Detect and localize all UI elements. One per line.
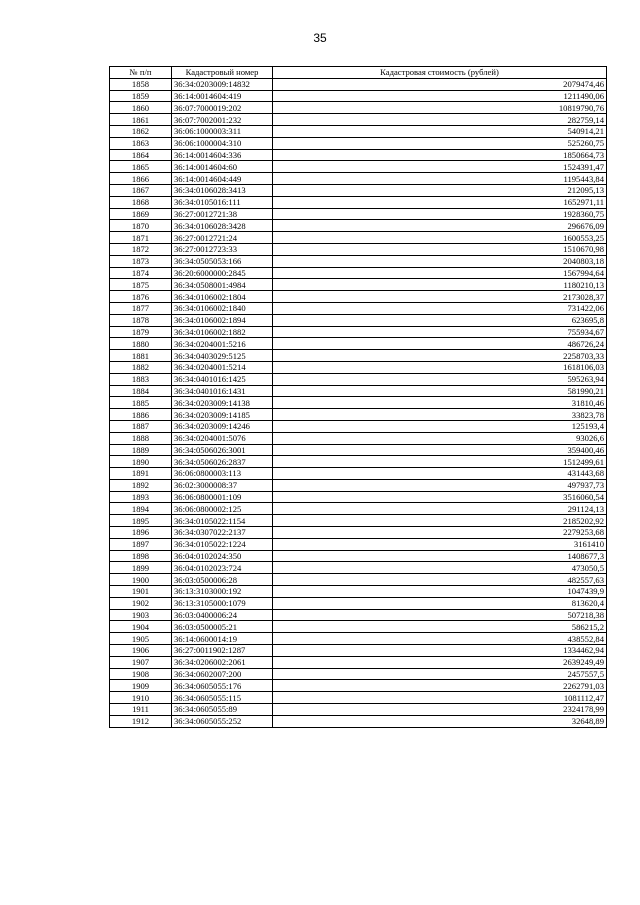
cadastral-value-table: [109, 66, 607, 728]
row-number-cell: 1869: [110, 208, 172, 220]
cadastral-number-cell: 36:34:0401016:1431: [172, 385, 273, 397]
table-row: [110, 586, 607, 598]
cadastral-number-cell: 36:34:0106002:1804: [172, 291, 273, 303]
cadastral-value-cell: 431443,68: [273, 468, 607, 480]
cadastral-value-cell: 1047439,9: [273, 586, 607, 598]
cadastral-value-cell: 282759,14: [273, 114, 607, 126]
table-row: [110, 456, 607, 468]
table-row: [110, 409, 607, 421]
row-number-cell: 1882: [110, 361, 172, 373]
cadastral-value-cell: 125193,4: [273, 420, 607, 432]
cadastral-number-cell: 36:34:0106002:1894: [172, 314, 273, 326]
table-row: [110, 125, 607, 137]
cadastral-value-cell: 1510670,98: [273, 243, 607, 255]
row-number-cell: 1906: [110, 645, 172, 657]
row-number-cell: 1868: [110, 196, 172, 208]
cadastral-number-cell: 36:34:0206002:2061: [172, 656, 273, 668]
cadastral-number-cell: 36:34:0106002:1840: [172, 302, 273, 314]
table-row: [110, 479, 607, 491]
row-number-cell: 1881: [110, 350, 172, 362]
table-row: [110, 704, 607, 716]
cadastral-value-cell: 438552,84: [273, 633, 607, 645]
row-number-cell: 1900: [110, 574, 172, 586]
cadastral-number-cell: 36:34:0105022:1154: [172, 515, 273, 527]
cadastral-value-cell: 3516060,54: [273, 491, 607, 503]
row-number-cell: 1888: [110, 432, 172, 444]
cadastral-number-cell: 36:06:0800003:113: [172, 468, 273, 480]
row-number-cell: 1899: [110, 562, 172, 574]
row-number-cell: 1910: [110, 692, 172, 704]
cadastral-value-cell: 482557,63: [273, 574, 607, 586]
cadastral-number-cell: 36:02:3000008:37: [172, 479, 273, 491]
table-row: [110, 350, 607, 362]
cadastral-value-cell: 1652971,11: [273, 196, 607, 208]
table-row: [110, 633, 607, 645]
row-number-cell: 1898: [110, 550, 172, 562]
row-number-cell: 1909: [110, 680, 172, 692]
cadastral-number-cell: 36:34:0605055:252: [172, 715, 273, 727]
cadastral-value-cell: 1180210,13: [273, 279, 607, 291]
cadastral-number-cell: 36:34:0106028:3413: [172, 184, 273, 196]
cadastral-number-cell: 36:34:0105022:1224: [172, 538, 273, 550]
table-row: [110, 196, 607, 208]
table-row: [110, 137, 607, 149]
cadastral-number-cell: 36:34:0204001:5214: [172, 361, 273, 373]
cadastral-value-cell: 486726,24: [273, 338, 607, 350]
row-number-cell: 1865: [110, 161, 172, 173]
table-row: [110, 621, 607, 633]
cadastral-value-cell: 2639249,49: [273, 656, 607, 668]
cadastral-number-cell: 36:34:0605055:115: [172, 692, 273, 704]
cadastral-number-cell: 36:20:6000000:2845: [172, 267, 273, 279]
table-row: [110, 326, 607, 338]
cadastral-number-cell: 36:27:0011902:1287: [172, 645, 273, 657]
table-row: [110, 373, 607, 385]
cadastral-value-cell: 1928360,75: [273, 208, 607, 220]
row-number-cell: 1903: [110, 609, 172, 621]
row-number-cell: 1863: [110, 137, 172, 149]
cadastral-number-cell: 36:34:0203009:14832: [172, 78, 273, 90]
cadastral-number-cell: 36:34:0106028:3428: [172, 220, 273, 232]
table-row: [110, 668, 607, 680]
table-row: [110, 114, 607, 126]
table-row: [110, 173, 607, 185]
table-row: [110, 184, 607, 196]
cadastral-number-cell: 36:06:1000003:311: [172, 125, 273, 137]
row-number-cell: 1861: [110, 114, 172, 126]
table-row: [110, 491, 607, 503]
row-number-cell: 1870: [110, 220, 172, 232]
cadastral-value-cell: 1618106,03: [273, 361, 607, 373]
cadastral-number-cell: 36:34:0403029:5125: [172, 350, 273, 362]
table-row: [110, 562, 607, 574]
cadastral-value-cell: 497937,73: [273, 479, 607, 491]
row-number-cell: 1866: [110, 173, 172, 185]
cadastral-value-cell: 2324178,99: [273, 704, 607, 716]
row-number-cell: 1901: [110, 586, 172, 598]
row-number-cell: 1883: [110, 373, 172, 385]
row-number-cell: 1912: [110, 715, 172, 727]
row-number-cell: 1873: [110, 255, 172, 267]
cadastral-number-cell: 36:03:0400006:24: [172, 609, 273, 621]
cadastral-value-cell: 2279253,68: [273, 527, 607, 539]
cadastral-number-cell: 36:34:0605055:176: [172, 680, 273, 692]
table-row: [110, 291, 607, 303]
row-number-cell: 1886: [110, 409, 172, 421]
row-number-cell: 1893: [110, 491, 172, 503]
cadastral-value-cell: 1524391,47: [273, 161, 607, 173]
table-row: [110, 232, 607, 244]
row-number-cell: 1884: [110, 385, 172, 397]
cadastral-number-cell: 36:34:0203009:14246: [172, 420, 273, 432]
cadastral-value-cell: 291124,13: [273, 503, 607, 515]
cadastral-value-cell: 31810,46: [273, 397, 607, 409]
table-row: [110, 444, 607, 456]
cadastral-value-cell: 1600553,25: [273, 232, 607, 244]
cadastral-value-cell: 2079474,46: [273, 78, 607, 90]
header-row-number: № п/п: [110, 67, 172, 79]
cadastral-number-cell: 36:34:0204001:5216: [172, 338, 273, 350]
row-number-cell: 1859: [110, 90, 172, 102]
cadastral-value-cell: 1334462,94: [273, 645, 607, 657]
table-row: [110, 78, 607, 90]
cadastral-number-cell: 36:04:0102024:350: [172, 550, 273, 562]
row-number-cell: 1897: [110, 538, 172, 550]
cadastral-number-cell: 36:34:0105016:111: [172, 196, 273, 208]
cadastral-number-cell: 36:27:0012723:33: [172, 243, 273, 255]
cadastral-number-cell: 36:13:3103000:192: [172, 586, 273, 598]
table-row: [110, 692, 607, 704]
row-number-cell: 1889: [110, 444, 172, 456]
row-number-cell: 1858: [110, 78, 172, 90]
cadastral-value-cell: 1408677,3: [273, 550, 607, 562]
table-row: [110, 90, 607, 102]
cadastral-number-cell: 36:06:0800001:109: [172, 491, 273, 503]
cadastral-number-cell: 36:14:0014604:419: [172, 90, 273, 102]
row-number-cell: 1892: [110, 479, 172, 491]
cadastral-value-cell: 2173028,37: [273, 291, 607, 303]
cadastral-value-cell: 581990,21: [273, 385, 607, 397]
row-number-cell: 1902: [110, 597, 172, 609]
cadastral-value-cell: 1567994,64: [273, 267, 607, 279]
table-row: [110, 538, 607, 550]
row-number-cell: 1890: [110, 456, 172, 468]
cadastral-value-cell: 595263,94: [273, 373, 607, 385]
cadastral-value-cell: 1211490,06: [273, 90, 607, 102]
cadastral-number-cell: 36:34:0602007:200: [172, 668, 273, 680]
cadastral-number-cell: 36:27:0012721:24: [172, 232, 273, 244]
cadastral-number-cell: 36:07:7002001:232: [172, 114, 273, 126]
cadastral-number-cell: 36:06:1000004:310: [172, 137, 273, 149]
row-number-cell: 1871: [110, 232, 172, 244]
cadastral-number-cell: 36:34:0204001:5076: [172, 432, 273, 444]
cadastral-value-cell: 1512499,61: [273, 456, 607, 468]
row-number-cell: 1864: [110, 149, 172, 161]
cadastral-value-cell: 1850664,73: [273, 149, 607, 161]
cadastral-value-cell: 2262791,03: [273, 680, 607, 692]
row-number-cell: 1879: [110, 326, 172, 338]
cadastral-number-cell: 36:04:0102023:724: [172, 562, 273, 574]
cadastral-value-cell: 3161410: [273, 538, 607, 550]
row-number-cell: 1905: [110, 633, 172, 645]
row-number-cell: 1867: [110, 184, 172, 196]
cadastral-number-cell: 36:34:0106002:1882: [172, 326, 273, 338]
table-row: [110, 314, 607, 326]
cadastral-number-cell: 36:34:0506026:3001: [172, 444, 273, 456]
row-number-cell: 1895: [110, 515, 172, 527]
cadastral-value-cell: 1081112,47: [273, 692, 607, 704]
cadastral-value-cell: 32648,89: [273, 715, 607, 727]
cadastral-value-cell: 1195443,84: [273, 173, 607, 185]
table-header-row: [110, 67, 607, 79]
table-row: [110, 680, 607, 692]
cadastral-number-cell: 36:14:0014604:449: [172, 173, 273, 185]
row-number-cell: 1885: [110, 397, 172, 409]
row-number-cell: 1878: [110, 314, 172, 326]
row-number-cell: 1904: [110, 621, 172, 633]
table-row: [110, 102, 607, 114]
row-number-cell: 1891: [110, 468, 172, 480]
table-body: [110, 78, 607, 727]
cadastral-value-cell: 296676,09: [273, 220, 607, 232]
cadastral-value-cell: 212095,13: [273, 184, 607, 196]
table-row: [110, 432, 607, 444]
cadastral-number-cell: 36:34:0508001:4984: [172, 279, 273, 291]
table-row: [110, 468, 607, 480]
cadastral-value-cell: 525260,75: [273, 137, 607, 149]
cadastral-number-cell: 36:03:0500006:28: [172, 574, 273, 586]
table-row: [110, 338, 607, 350]
row-number-cell: 1896: [110, 527, 172, 539]
table-row: [110, 208, 607, 220]
table-row: [110, 255, 607, 267]
row-number-cell: 1908: [110, 668, 172, 680]
table-row: [110, 515, 607, 527]
cadastral-number-cell: 36:14:0014604:60: [172, 161, 273, 173]
cadastral-value-cell: 755934,67: [273, 326, 607, 338]
table-row: [110, 279, 607, 291]
cadastral-number-cell: 36:34:0605055:89: [172, 704, 273, 716]
table-row: [110, 220, 607, 232]
table-row: [110, 243, 607, 255]
row-number-cell: 1907: [110, 656, 172, 668]
row-number-cell: 1860: [110, 102, 172, 114]
cadastral-number-cell: 36:34:0203009:14185: [172, 409, 273, 421]
cadastral-value-cell: 731422,06: [273, 302, 607, 314]
table-row: [110, 385, 607, 397]
table-row: [110, 715, 607, 727]
table-row: [110, 609, 607, 621]
cadastral-number-cell: 36:34:0506026:2837: [172, 456, 273, 468]
cadastral-number-cell: 36:06:0800002:125: [172, 503, 273, 515]
row-number-cell: 1872: [110, 243, 172, 255]
table-row: [110, 597, 607, 609]
cadastral-value-cell: 359400,46: [273, 444, 607, 456]
cadastral-value-cell: 540914,21: [273, 125, 607, 137]
cadastral-value-cell: 2258703,33: [273, 350, 607, 362]
row-number-cell: 1887: [110, 420, 172, 432]
cadastral-number-cell: 36:34:0203009:14138: [172, 397, 273, 409]
cadastral-value-cell: 10819790,76: [273, 102, 607, 114]
cadastral-number-cell: 36:27:0012721:38: [172, 208, 273, 220]
header-cadastral-value: Кадастровая стоимость (рублей): [273, 67, 607, 79]
table-row: [110, 267, 607, 279]
table-row: [110, 550, 607, 562]
cadastral-value-cell: 2040803,18: [273, 255, 607, 267]
cadastral-value-cell: 33823,78: [273, 409, 607, 421]
cadastral-value-cell: 813620,4: [273, 597, 607, 609]
page-number: 35: [313, 31, 327, 45]
row-number-cell: 1894: [110, 503, 172, 515]
cadastral-number-cell: 36:07:7000019:202: [172, 102, 273, 114]
table-row: [110, 361, 607, 373]
row-number-cell: 1877: [110, 302, 172, 314]
row-number-cell: 1880: [110, 338, 172, 350]
cadastral-number-cell: 36:14:0600014:19: [172, 633, 273, 645]
header-cadastral-number: Кадастровый номер: [172, 67, 273, 79]
cadastral-number-cell: 36:14:0014604:336: [172, 149, 273, 161]
cadastral-number-cell: 36:34:0307022:2137: [172, 527, 273, 539]
table-row: [110, 149, 607, 161]
table-row: [110, 420, 607, 432]
table-row: [110, 161, 607, 173]
cadastral-value-cell: 473050,5: [273, 562, 607, 574]
table-row: [110, 503, 607, 515]
cadastral-value-cell: 2457557,5: [273, 668, 607, 680]
row-number-cell: 1862: [110, 125, 172, 137]
table-row: [110, 397, 607, 409]
cadastral-value-cell: 586215,2: [273, 621, 607, 633]
cadastral-number-cell: 36:03:0500005:21: [172, 621, 273, 633]
cadastral-value-cell: 93026,6: [273, 432, 607, 444]
table-row: [110, 302, 607, 314]
cadastral-value-cell: 623695,8: [273, 314, 607, 326]
cadastral-value-cell: 2185202,92: [273, 515, 607, 527]
cadastral-value-cell: 507218,38: [273, 609, 607, 621]
table-row: [110, 656, 607, 668]
row-number-cell: 1875: [110, 279, 172, 291]
row-number-cell: 1876: [110, 291, 172, 303]
cadastral-number-cell: 36:34:0401016:1425: [172, 373, 273, 385]
cadastral-number-cell: 36:34:0505053:166: [172, 255, 273, 267]
table-row: [110, 645, 607, 657]
row-number-cell: 1874: [110, 267, 172, 279]
cadastral-number-cell: 36:13:3105000:1079: [172, 597, 273, 609]
table-row: [110, 527, 607, 539]
row-number-cell: 1911: [110, 704, 172, 716]
table-row: [110, 574, 607, 586]
